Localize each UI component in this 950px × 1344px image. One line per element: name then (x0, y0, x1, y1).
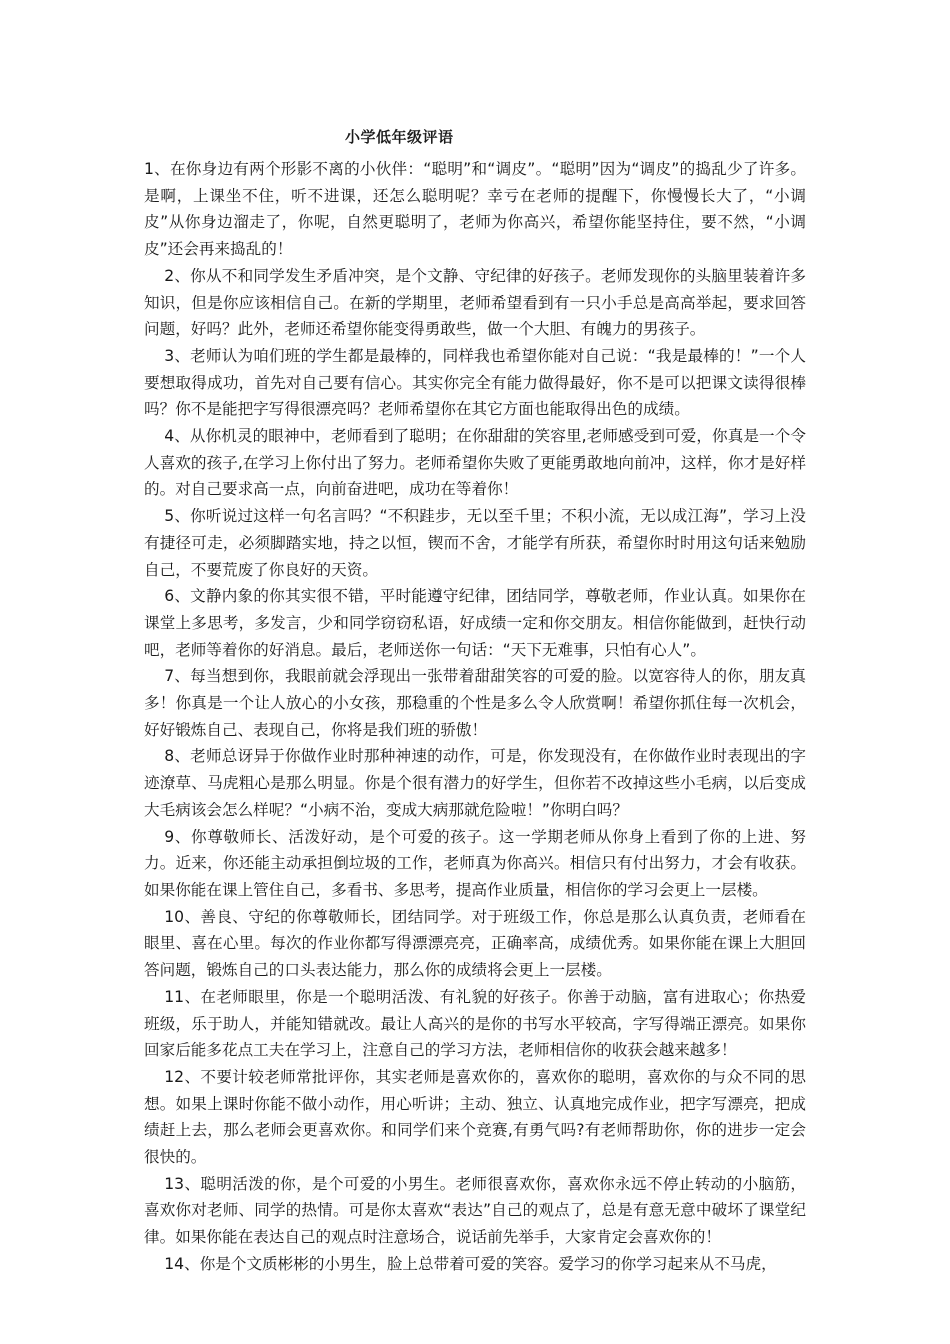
comment-paragraph-1: 1、在你身边有两个形影不离的小伙伴：“聪明”和“调皮”。“聪明”因为“调皮”的捣乱少了许多。是啊，上课坐不住，听不进课，还怎么聪明呢？幸亏在老师的提醒下，你慢慢长大了，“小调皮”从你身边溜走了，你呢，自然更聪明了，老师为你高兴，希望你能坚持住，要不然，“小调皮”还会再来捣乱的！ (144, 160, 806, 259)
comment-paragraph-14: 14、你是个文质彬彬的小男生，脸上总带着可爱的笑容。爱学习的你学习起来从不马虎， (164, 1254, 777, 1273)
comment-paragraph-3: 3、老师认为咱们班的学生都是最棒的，同样我也希望你能对自己说：“我是最棒的！”一个人要想取得成功，首先对自己要有信心。其实你完全有能力做得最好，你不是可以把课文读得很棒吗？你不是能把字写得很漂亮吗？老师希望你在其它方面也能取得出色的成绩。 (144, 346, 806, 419)
comment-paragraph-4: 4、从你机灵的眼神中，老师看到了聪明；在你甜甜的笑容里,老师感受到可爱，你真是一个令人喜欢的孩子,在学习上你付出了努力。老师希望你失败了更能勇敢地向前冲，这样，你才是好样的。对自己要求高一点，向前奋进吧，成功在等着你！ (144, 427, 806, 499)
comment-paragraph-7: 7、每当想到你，我眼前就会浮现出一张带着甜甜笑容的可爱的脸。以宽容待人的你，朋友真多！你真是一个让人放心的小女孩，那稳重的个性是多么令人欣赏啊！希望你抓住每一次机会，好好锻炼自己、表现自己，你将是我们班的骄傲！ (144, 667, 806, 739)
comment-paragraph-2: 2、你从不和同学发生矛盾冲突，是个文静、守纪律的好孩子。老师发现你的头脑里装着许多知识，但是你应该相信自己。在新的学期里，老师希望看到有一只小手总是高高举起，要求回答问题，好吗？此外，老师还希望你能变得勇敢些，做一个大胆、有魄力的男孩子。 (144, 266, 806, 339)
document-body (144, 156, 806, 1278)
comment-paragraph-6: 6、文静内象的你其实很不错，平时能遵守纪律，团结同学，尊敬老师，作业认真。如果你在课堂上多思考，多发言，少和同学窃窃私语，好成绩一定和你交朋友。相信你能做到，赶快行动吧，老师等着你的好消息。最后，老师送你一句话：“天下无难事，只怕有心人”。 (144, 587, 806, 659)
document-title: 小学低年级评语 (345, 128, 454, 146)
comment-paragraph-5: 5、你听说过这样一句名言吗？“不积跬步，无以至千里；不积小流，无以成江海”，学习上没有捷径可走，必须脚踏实地，持之以恒，锲而不舍，才能学有所获，希望你时时用这句话来勉励自己，不要荒废了你良好的天资。 (144, 507, 806, 579)
comment-paragraph-12: 12、不要计较老师常批评你，其实老师是喜欢你的，喜欢你的聪明，喜欢你的与众不同的思想。如果上课时你能不做小动作，用心听讲；主动、独立、认真地完成作业，把字写漂亮，把成绩赶上去，那么老师会更喜欢你。和同学们来个竞赛,有勇气吗?有老师帮助你，你的进步一定会很快的。 (144, 1067, 806, 1167)
comment-paragraph-9: 9、你尊敬师长、活泼好动，是个可爱的孩子。这一学期老师从你身上看到了你的上进、努力。近来，你还能主动承担倒垃圾的工作，老师真为你高兴。相信只有付出努力，才会有收获。如果你能在课上管住自己，多看书、多思考，提高作业质量，相信你的学习会更上一层楼。 (144, 827, 806, 899)
comment-paragraph-8: 8、老师总讶异于你做作业时那种神速的动作，可是，你发现没有，在你做作业时表现出的字迹潦草、马虎粗心是那么明显。你是个很有潜力的好学生，但你若不改掉这些小毛病，以后变成大毛病该会怎么样呢？“小病不治，变成大病那就危险啦！”你明白吗？ (144, 747, 806, 819)
comment-paragraph-13: 13、聪明活泼的你，是个可爱的小男生。老师很喜欢你，喜欢你永远不停止转动的小脑筋，喜欢你对老师、同学的热情。可是你太喜欢“表达”自己的观点了，总是有意无意中破坏了课堂纪律。如果你能在表达自己的观点时注意场合，说话前先举手，大家肯定会喜欢你的！ (144, 1174, 806, 1247)
comment-paragraph-10: 10、善良、守纪的你尊敬师长，团结同学。对于班级工作，你总是那么认真负责，老师看在眼里、喜在心里。每次的作业你都写得漂漂亮亮，正确率高，成绩优秀。如果你能在课上大胆回答问题，锻炼自己的口头表达能力，那么你的成绩将会更上一层楼。 (144, 907, 806, 980)
comment-paragraph-11: 11、在老师眼里，你是一个聪明活泼、有礼貌的好孩子。你善于动脑，富有进取心；你热爱班级，乐于助人，并能知错就改。最让人高兴的是你的书写水平较高，字写得端正漂亮。如果你回家后能多花点工夫在学习上，注意自己的学习方法，老师相信你的收获会越来越多！ (144, 987, 806, 1060)
